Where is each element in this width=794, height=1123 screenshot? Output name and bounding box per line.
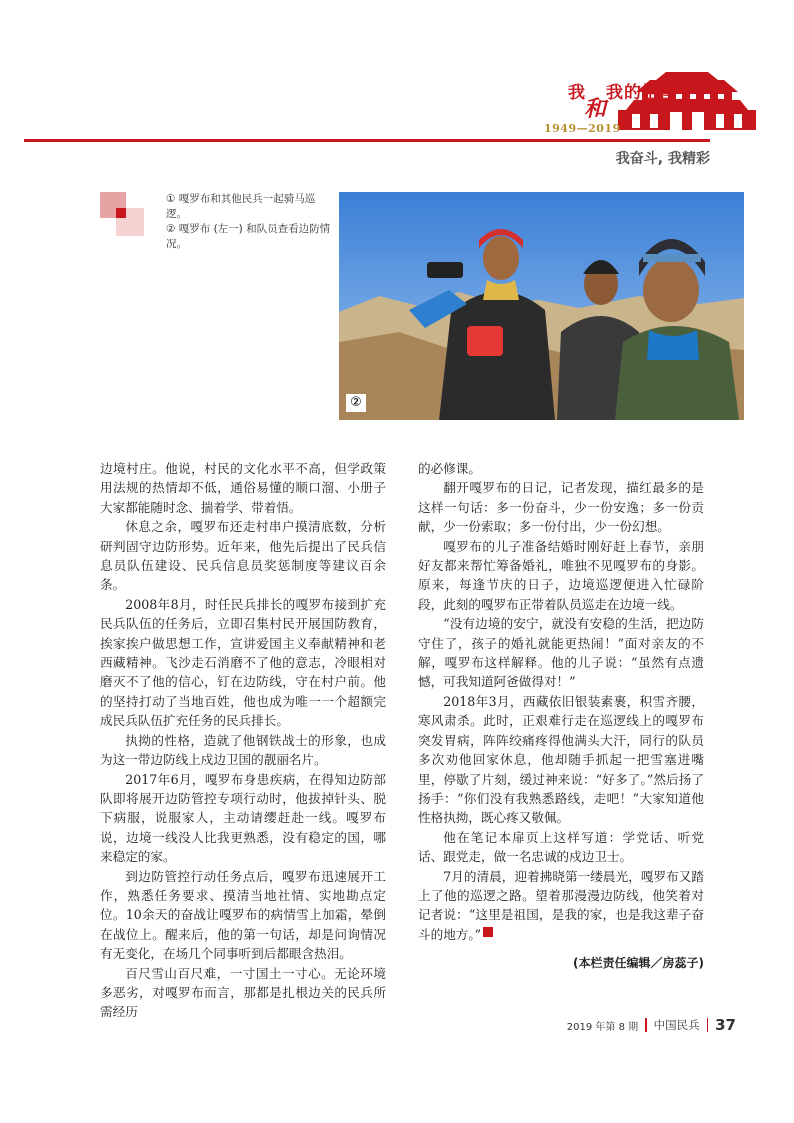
photo-number-badge: ② xyxy=(346,394,366,412)
paragraph: 边境村庄。他说，村民的文化水平不高，但学政策用法规的热情却不低，通俗易懂的顺口溜、小册子大家都能随时念、揣着学、带着悟。 xyxy=(100,461,386,515)
section-slogan: 我奋斗, 我精彩 xyxy=(615,151,710,167)
footer-divider xyxy=(707,1018,709,1032)
caption-2: ② 嘎罗布 (左一) 和队员查看边防情况。 xyxy=(166,223,331,250)
footer-magazine: 中国民兵 xyxy=(653,1018,700,1032)
article-right-column xyxy=(418,459,704,974)
patrol-photo xyxy=(339,192,744,420)
caption-1: ① 嘎罗布和其他民兵一起骑马巡逻。 xyxy=(166,193,316,220)
paragraph: 2017年6月，嘎罗布身患疾病，在得知边防部队即将展开边防管控专项行动时，他拔掉针头、脱下病服，说服家人，主动请缨赶赴一线。嘎罗布说，边境一线没人比我更熟悉，没有稳定的国，哪来稳定的家。 xyxy=(100,771,386,865)
article-left-column xyxy=(100,459,386,1022)
header-rule xyxy=(24,139,710,142)
paragraph: 嘎罗布的儿子准备结婚时刚好赶上春节，亲朋好友都来帮忙筹备婚礼，唯独不见嘎罗布的身影。原来，每逢节庆的日子，边境巡逻便进入忙碌阶段，此刻的嘎罗布正带着队员巡走在边境一线。 xyxy=(418,538,704,612)
decorative-squares-icon xyxy=(100,192,146,238)
paragraph: 休息之余，嘎罗布还走村串户摸清底数，分析研判固守边防形势。近年来，他先后提出了民兵信息员队伍建设、民兵信息员奖惩制度等建议百余条。 xyxy=(100,519,386,593)
paragraph xyxy=(418,867,704,945)
paragraph: 翻开嘎罗布的日记，记者发现，描红最多的是这样一句话：多一份奋斗，少一份安逸；多一份贡献，少一份索取；多一份付出，少一份幻想。 xyxy=(418,480,704,535)
paragraph: 2018年3月，西藏依旧银装素裹，积雪齐腰，寒风肃杀。此时，正艰难行走在巡逻线上的嘎罗布突发胃病，阵阵绞痛疼得他满头大汗，同行的队员多次劝他回家休息，他却随手抓起一把雪塞进嘴里，停歇了片刻，缓过神来说：“好多了。”然后扬了扬手：“你们没有我熟悉路线，走吧！”大家知道他性格执拗，既心疼又敬佩。 xyxy=(418,693,704,826)
page-footer xyxy=(567,1016,736,1034)
paragraph: 2008年8月，时任民兵排长的嘎罗布接到扩充民兵队伍的任务后，立即召集村民开展国防教育，挨家挨户做思想工作，宣讲爱国主义奉献精神和老西藏精神。飞沙走石消磨不了他的意志，冷眼相对磨灭不了他的信心，钉在边防线，守在村户前。他的坚持打动了当地百姓，他也成为唯一一个超额完成民兵队伍扩充任务的民兵排长。 xyxy=(100,596,386,729)
footer-issue: 2019 年第 8 期 xyxy=(566,1021,639,1033)
paragraph: 执拗的性格，造就了他钢铁战士的形象，也成为这一带边防线上戍边卫国的靓丽名片。 xyxy=(100,732,386,768)
column-title-wo: 我 xyxy=(568,83,586,103)
paragraph: 的必修课。 xyxy=(418,461,481,476)
column-header-logo xyxy=(520,70,770,160)
end-mark-icon: ■ xyxy=(483,927,493,937)
editor-note: (本栏责任编辑／房蕊子) xyxy=(573,956,704,971)
page-number: 37 xyxy=(715,1016,736,1034)
paragraph: 他在笔记本扉页上这样写道：学党话、听党话、跟党走，做一名忠诚的戍边卫士。 xyxy=(418,829,704,865)
paragraph: “没有边境的安宁，就没有安稳的生活，把边防守住了，孩子的婚礼就能更热闹！”面对亲友的不解，嘎罗布这样解释。他的儿子说：“虽然有点遗憾，可我知道阿爸做得对！” xyxy=(418,616,704,690)
photo-captions xyxy=(166,192,336,252)
column-title-he: 和 xyxy=(584,96,607,122)
paragraph: 百尺雪山百尺难，一寸国土一寸心。无论环境多恶劣，对嘎罗布而言，那都是扎根边关的民兵所需经历 xyxy=(100,965,386,1020)
column-title-motherland: 我的祖国 xyxy=(606,83,678,103)
patrol-photo-illustration xyxy=(339,192,744,420)
paragraph: 到边防管控行动任务点后，嘎罗布迅速展开工作，熟悉任务要求、摸清当地社情、实地勘点定位。10余天的奋战让嘎罗布的病情雪上加霜，晕倒在战位上。醒来后，他的第一句话，却是问询情况有无变化，在场几个同事听到后都眼含热泪。 xyxy=(100,868,386,962)
footer-divider xyxy=(645,1018,647,1032)
column-years: 1949—2019 xyxy=(544,122,621,135)
paragraph-text: 7月的清晨，迎着拂晓第一缕晨光，嘎罗布又踏上了他的巡逻之路。望着那漫漫边防线，他笑着对记者说：“这里是祖国，是我的家，也是我这辈子奋斗的地方。” xyxy=(418,868,704,942)
